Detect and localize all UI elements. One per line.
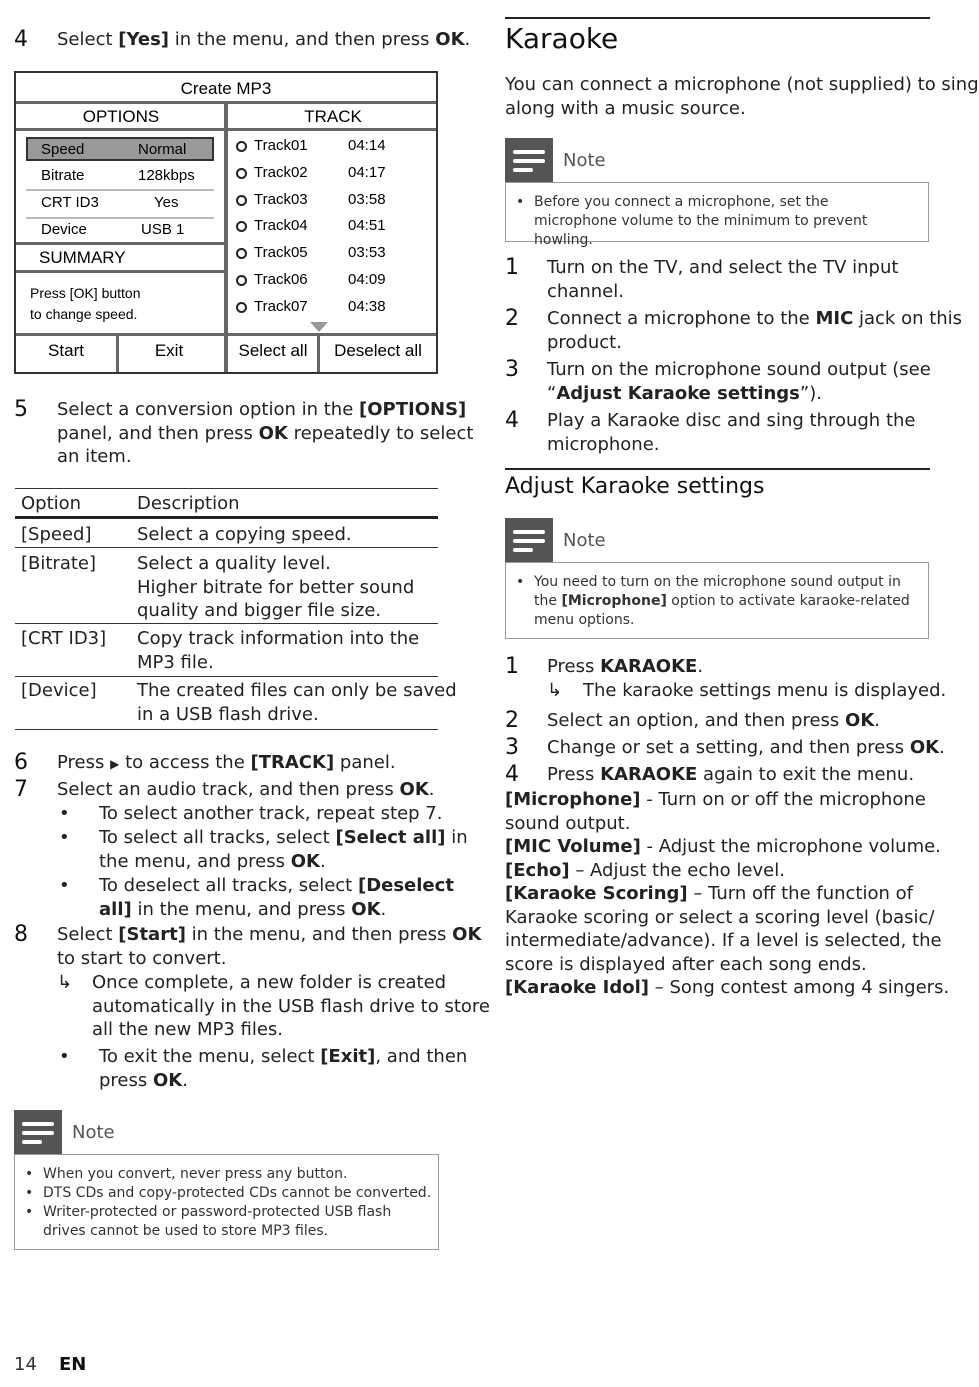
select-all-button[interactable]: Select all [238, 341, 308, 360]
option-value: 128kbps [138, 167, 195, 184]
option-name: CRT ID3 [41, 194, 99, 211]
step-number: 8 [14, 922, 28, 947]
radio-icon [236, 221, 247, 232]
karaoke-intro: You can connect a microphone (not supplied) to sing along with a music source. [505, 74, 979, 119]
note-item: • You need to turn on the microphone sound output in the [Microphone] option to activate karaoke-related menu options. [512, 573, 922, 630]
radio-icon [236, 248, 247, 259]
option-row-speed[interactable] [26, 137, 214, 161]
radio-icon [236, 275, 247, 286]
exit-button[interactable]: Exit [154, 341, 184, 360]
step-text: Press ▶ to access the [TRACK] panel. [57, 752, 396, 773]
note-item: • Before you connect a microphone, set the microphone volume to the minimum to prevent howling. [512, 193, 922, 250]
karaoke-title: Karaoke [505, 22, 619, 55]
table-header-option: Option [21, 493, 82, 514]
note-label: Note [72, 1122, 115, 1143]
table-row: [CRT ID3] Copy track information into the MP3 file. [15, 624, 438, 677]
result-arrow-icon: ↳ [547, 680, 563, 701]
table-row: [Device] The created files can only be saved in a USB flash drive. [15, 677, 438, 730]
note-icon [505, 138, 553, 182]
menu-title: Create MP3 [180, 79, 272, 98]
note-icon [14, 1110, 62, 1154]
option-name: Speed [41, 141, 85, 158]
note-icon [505, 518, 553, 562]
setting-karaoke-scoring: [Karaoke Scoring] – Turn off the function of [505, 883, 913, 904]
divider [16, 242, 226, 245]
track-item[interactable]: Track01 04:14 [234, 136, 424, 162]
step-text: Select [Start] in the menu, and then press OK to start to convert. [57, 924, 482, 969]
step-number: 5 [14, 397, 28, 422]
step-number: 7 [14, 777, 28, 802]
track-header: TRACK [304, 107, 362, 126]
summary-label: SUMMARY [39, 248, 126, 267]
table-top-rule [15, 488, 438, 489]
divider [16, 270, 226, 273]
radio-icon [236, 195, 247, 206]
note-adjust [505, 518, 929, 639]
note-item: • DTS CDs and copy-protected CDs cannot be converted. [21, 1184, 432, 1203]
play-arrow-icon: ▶ [110, 757, 120, 771]
setting-mic-volume: [MIC Volume] - Adjust the microphone volume. [505, 836, 941, 857]
track-item[interactable]: Track07 04:38 [234, 297, 424, 323]
note-label: Note [563, 530, 606, 551]
option-name: Bitrate [41, 167, 85, 184]
track-item[interactable]: Track02 04:17 [234, 163, 424, 189]
step-number: 6 [14, 750, 28, 775]
step-text: Select an audio track, and then press OK. [57, 779, 435, 800]
option-row-crt-id3[interactable] [26, 191, 214, 219]
option-value: Yes [154, 194, 179, 211]
track-item[interactable]: Track03 03:58 [234, 190, 424, 216]
note-box [14, 1154, 439, 1250]
section-rule [505, 468, 930, 470]
options-header: OPTIONS [82, 107, 160, 126]
setting-echo: [Echo] – Adjust the echo level. [505, 859, 785, 881]
column-divider [224, 101, 228, 334]
language-code: EN [59, 1354, 87, 1375]
result-arrow-icon: ↳ [57, 972, 73, 993]
section-rule [505, 17, 930, 19]
option-value: Normal [138, 141, 187, 158]
note-label: Note [563, 150, 606, 171]
setting-microphone: [Microphone] - Turn on or off the microphone [505, 789, 926, 810]
table-row: [Bitrate] Select a quality level. Higher bitrate for better sound quality and bigger file size. [15, 548, 438, 624]
deselect-all-button[interactable]: Deselect all [334, 341, 422, 360]
radio-icon [236, 302, 247, 313]
option-name: Device [41, 221, 87, 238]
options-table [15, 488, 457, 730]
page-number: 14 [14, 1354, 37, 1375]
note-karaoke [505, 138, 929, 248]
track-item[interactable]: Track06 04:09 [234, 270, 424, 296]
summary-text: Press [OK] button to change speed. [30, 285, 141, 322]
start-button[interactable]: Start [48, 341, 84, 360]
settings-descriptions: [Microphone] - Turn on or off the microphone sound output. [MIC Volume] - Adjust the microphone volume. [Echo] – Adjust the echo level. [Karaoke Scoring] – Turn off the function of Karaoke scoring or select a scoring level (basic/ intermediate/advance). If a level is selected, the score is displayed after each song ends. [Karaoke Idol] – Song contest among 4 singers. [505, 789, 950, 998]
radio-icon [236, 168, 247, 179]
setting-karaoke-idol: [Karaoke Idol] – Song contest among 4 singers. [505, 977, 950, 998]
radio-icon [236, 141, 247, 152]
note-box [505, 182, 929, 248]
track-item[interactable]: Track04 04:51 [234, 216, 424, 242]
step-number: 4 [14, 27, 28, 52]
option-row-device[interactable] [26, 218, 214, 244]
track-item[interactable]: Track05 03:53 [234, 243, 424, 269]
note-item: • Writer-protected or password-protected USB flash drives cannot be used to store MP3 files. [21, 1203, 432, 1241]
step-text: Select [Yes] in the menu, and then press OK. [57, 29, 471, 50]
table-row: [Speed] Select a copying speed. [15, 519, 438, 548]
step-text: Select a conversion option in the [OPTIONS] panel, and then press OK repeatedly to select an item. [57, 399, 474, 467]
table-header-description: Description [137, 493, 240, 514]
option-value: USB 1 [141, 221, 185, 238]
note-left [14, 1110, 439, 1250]
option-row-bitrate[interactable] [26, 163, 214, 191]
scroll-down-icon[interactable] [310, 322, 328, 332]
adjust-karaoke-title: Adjust Karaoke settings [505, 474, 765, 499]
create-mp3-menu [14, 71, 438, 374]
note-item: • When you convert, never press any button. [21, 1165, 432, 1184]
note-box [505, 562, 929, 639]
